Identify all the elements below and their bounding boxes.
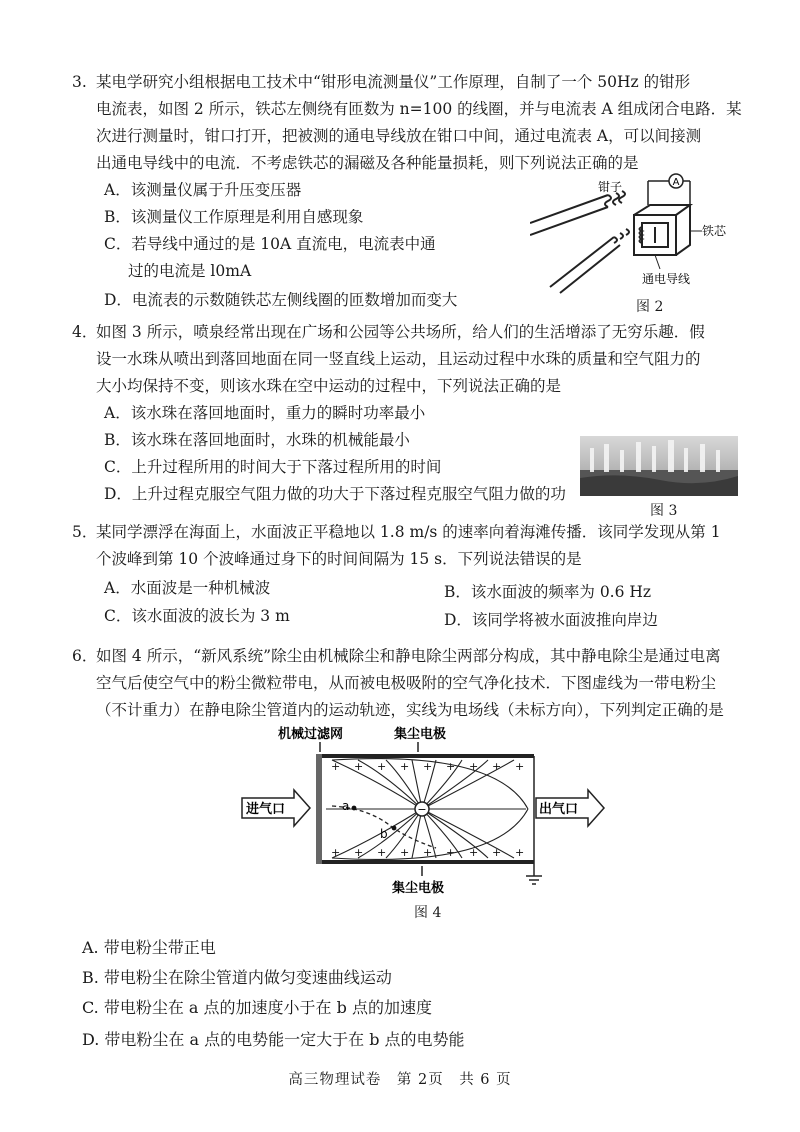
core-label: 铁芯	[702, 224, 727, 238]
iron-core-icon	[634, 205, 690, 255]
ammeter-icon	[648, 174, 690, 205]
svg-text:+: +	[469, 760, 479, 773]
svg-text:+: +	[446, 760, 456, 773]
svg-text:+: +	[515, 760, 525, 773]
inlet-label: 进气口	[246, 802, 286, 817]
svg-text:+: +	[331, 760, 341, 773]
clamp-handles-icon	[530, 191, 629, 293]
q5-line-1: 某同学漂浮在海面上，水面波正平稳地以 1.8 m/s 的速率向着海滩传播．该同学发现从第 1	[96, 523, 721, 541]
figure-4-electrostatic-precipitator	[236, 720, 612, 898]
q6-option-a: A. 带电粉尘带正电	[82, 938, 216, 957]
svg-text:+: +	[492, 760, 502, 773]
point-a-label: a	[342, 799, 350, 813]
top-electrode-label: 集尘电极	[394, 727, 447, 742]
ground-icon	[526, 862, 542, 884]
svg-text:+: +	[446, 846, 456, 859]
q3-line-2: 电流表，如图 2 所示，铁芯左侧绕有匝数为 n=100 的线圈，并与电流表 A 组成闭合电路．某	[96, 100, 742, 118]
q3-line-1: 某电学研究小组根据电工技术中“钳形电流测量仪”工作原理，自制了一个 50Hz 的钳形	[96, 73, 691, 91]
mechanical-filter	[316, 754, 322, 864]
q3-line-3: 次进行测量时，钳口打开，把被测的通电导线放在钳口中间，通过电流表 A，可以间接测	[96, 127, 702, 145]
q5-option-b: B．该水面波的频率为 0.6 Hz	[444, 583, 652, 601]
q5-line-2: 个波峰到第 10 个波峰通过身下的时间间隔为 15 s．下列说法错误的是	[96, 550, 582, 568]
point-a-dot	[352, 806, 357, 811]
figure-3-fountain-photo	[580, 436, 738, 496]
point-b-dot	[392, 826, 397, 831]
svg-text:+: +	[400, 760, 410, 773]
q4-option-d: D．上升过程克服空气阻力做的功大于下落过程克服空气阻力做的功	[104, 485, 566, 503]
q6-option-d: D. 带电粉尘在 a 点的电势能一定大于在 b 点的电势能	[82, 1030, 465, 1049]
q4-line-1: 如图 3 所示，喷泉经常出现在广场和公园等公共场所，给人们的生活增添了无穷乐趣．假	[96, 323, 705, 341]
svg-text:+: +	[354, 846, 364, 859]
wire-label: 通电导线	[642, 272, 691, 286]
q3-option-b: B．该测量仪工作原理是利用自感现象	[104, 208, 364, 226]
svg-text:+: +	[331, 846, 341, 859]
q3-line-4: 出通电导线中的电流．不考虑铁芯的漏磁及各种能量损耗，则下列说法正确的是	[96, 154, 639, 172]
q5-option-c: C．该水面波的波长为 3 m	[104, 607, 290, 625]
point-b-label: b	[380, 827, 388, 841]
filter-label: 机械过滤网	[278, 727, 344, 742]
q5-number: 5．	[72, 523, 98, 541]
q4-line-2: 设一水珠从喷出到落回地面在同一竖直线上运动，且运动过程中水珠的质量和空气阻力的	[96, 350, 701, 368]
svg-text:+: +	[354, 760, 364, 773]
q6-option-c: C. 带电粉尘在 a 点的加速度小于在 b 点的加速度	[82, 998, 432, 1017]
outlet-label: 出气口	[539, 802, 579, 817]
ammeter-label: A	[672, 177, 680, 188]
outlet-arrow-icon	[536, 790, 604, 826]
bottom-electrode-label: 集尘电极	[392, 881, 445, 896]
q4-number: 4．	[72, 323, 98, 341]
figure-3-caption: 图 3	[650, 503, 678, 519]
q6-line-1: 如图 4 所示，“新风系统”除尘由机械除尘和静电除尘两部分构成，其中静电除尘是通过电离	[96, 647, 721, 665]
q3-option-a: A．该测量仪属于升压变压器	[104, 181, 302, 199]
q3-option-c-cont: 过的电流是 l0mA	[128, 262, 252, 280]
q6-line-2: 空气后使空气中的粉尘微粒带电，从而被电极吸附的空气净化技术．下图虚线为一带电粉尘	[96, 674, 717, 692]
q6-option-b: B. 带电粉尘在除尘管道内做匀变速曲线运动	[82, 968, 392, 987]
page-footer: 高三物理试卷 第 2页 共 6 页	[288, 1072, 512, 1088]
svg-text:+: +	[492, 846, 502, 859]
svg-text:+: +	[377, 846, 387, 859]
q3-option-c: C．若导线中通过的是 10A 直流电，电流表中通	[104, 235, 436, 253]
inlet-arrow-icon	[242, 790, 310, 826]
q4-option-b: B．该水珠在落回地面时，水珠的机械能最小	[104, 431, 410, 449]
svg-text:+: +	[423, 846, 433, 859]
q3-number: 3.	[72, 73, 87, 91]
svg-text:+: +	[423, 760, 433, 773]
figure-4-caption: 图 4	[414, 905, 442, 921]
svg-text:+: +	[377, 760, 387, 773]
q4-line-3: 大小均保持不变，则该水珠在空中运动的过程中，下列说法正确的是	[96, 377, 562, 395]
figure-2-caption: 图 2	[636, 299, 664, 315]
svg-text:+: +	[400, 846, 410, 859]
q4-option-c: C．上升过程所用的时间大于下落过程所用的时间	[104, 458, 442, 476]
q3-option-d: D．电流表的示数随铁芯左侧线圈的匝数增加而变大	[104, 291, 458, 309]
svg-text:+: +	[515, 846, 525, 859]
top-electrode	[322, 754, 534, 758]
clamp-label: 钳子	[598, 180, 623, 194]
q6-line-3: （不计重力）在静电除尘管道内的运动轨迹，实线为电场线（未标方向），下列判定正确的是	[96, 701, 724, 719]
q5-option-a: A．水面波是一种机械波	[104, 579, 271, 597]
q4-option-a: A．该水珠在落回地面时，重力的瞬时功率最小	[104, 404, 426, 422]
q6-number: 6．	[72, 647, 98, 665]
q5-option-d: D．该同学将被水面波推向岸边	[444, 611, 658, 629]
negative-charge-label: −	[417, 803, 427, 816]
figure-2-clamp-meter	[530, 165, 740, 295]
svg-text:+: +	[469, 846, 479, 859]
bottom-electrode	[322, 860, 534, 864]
